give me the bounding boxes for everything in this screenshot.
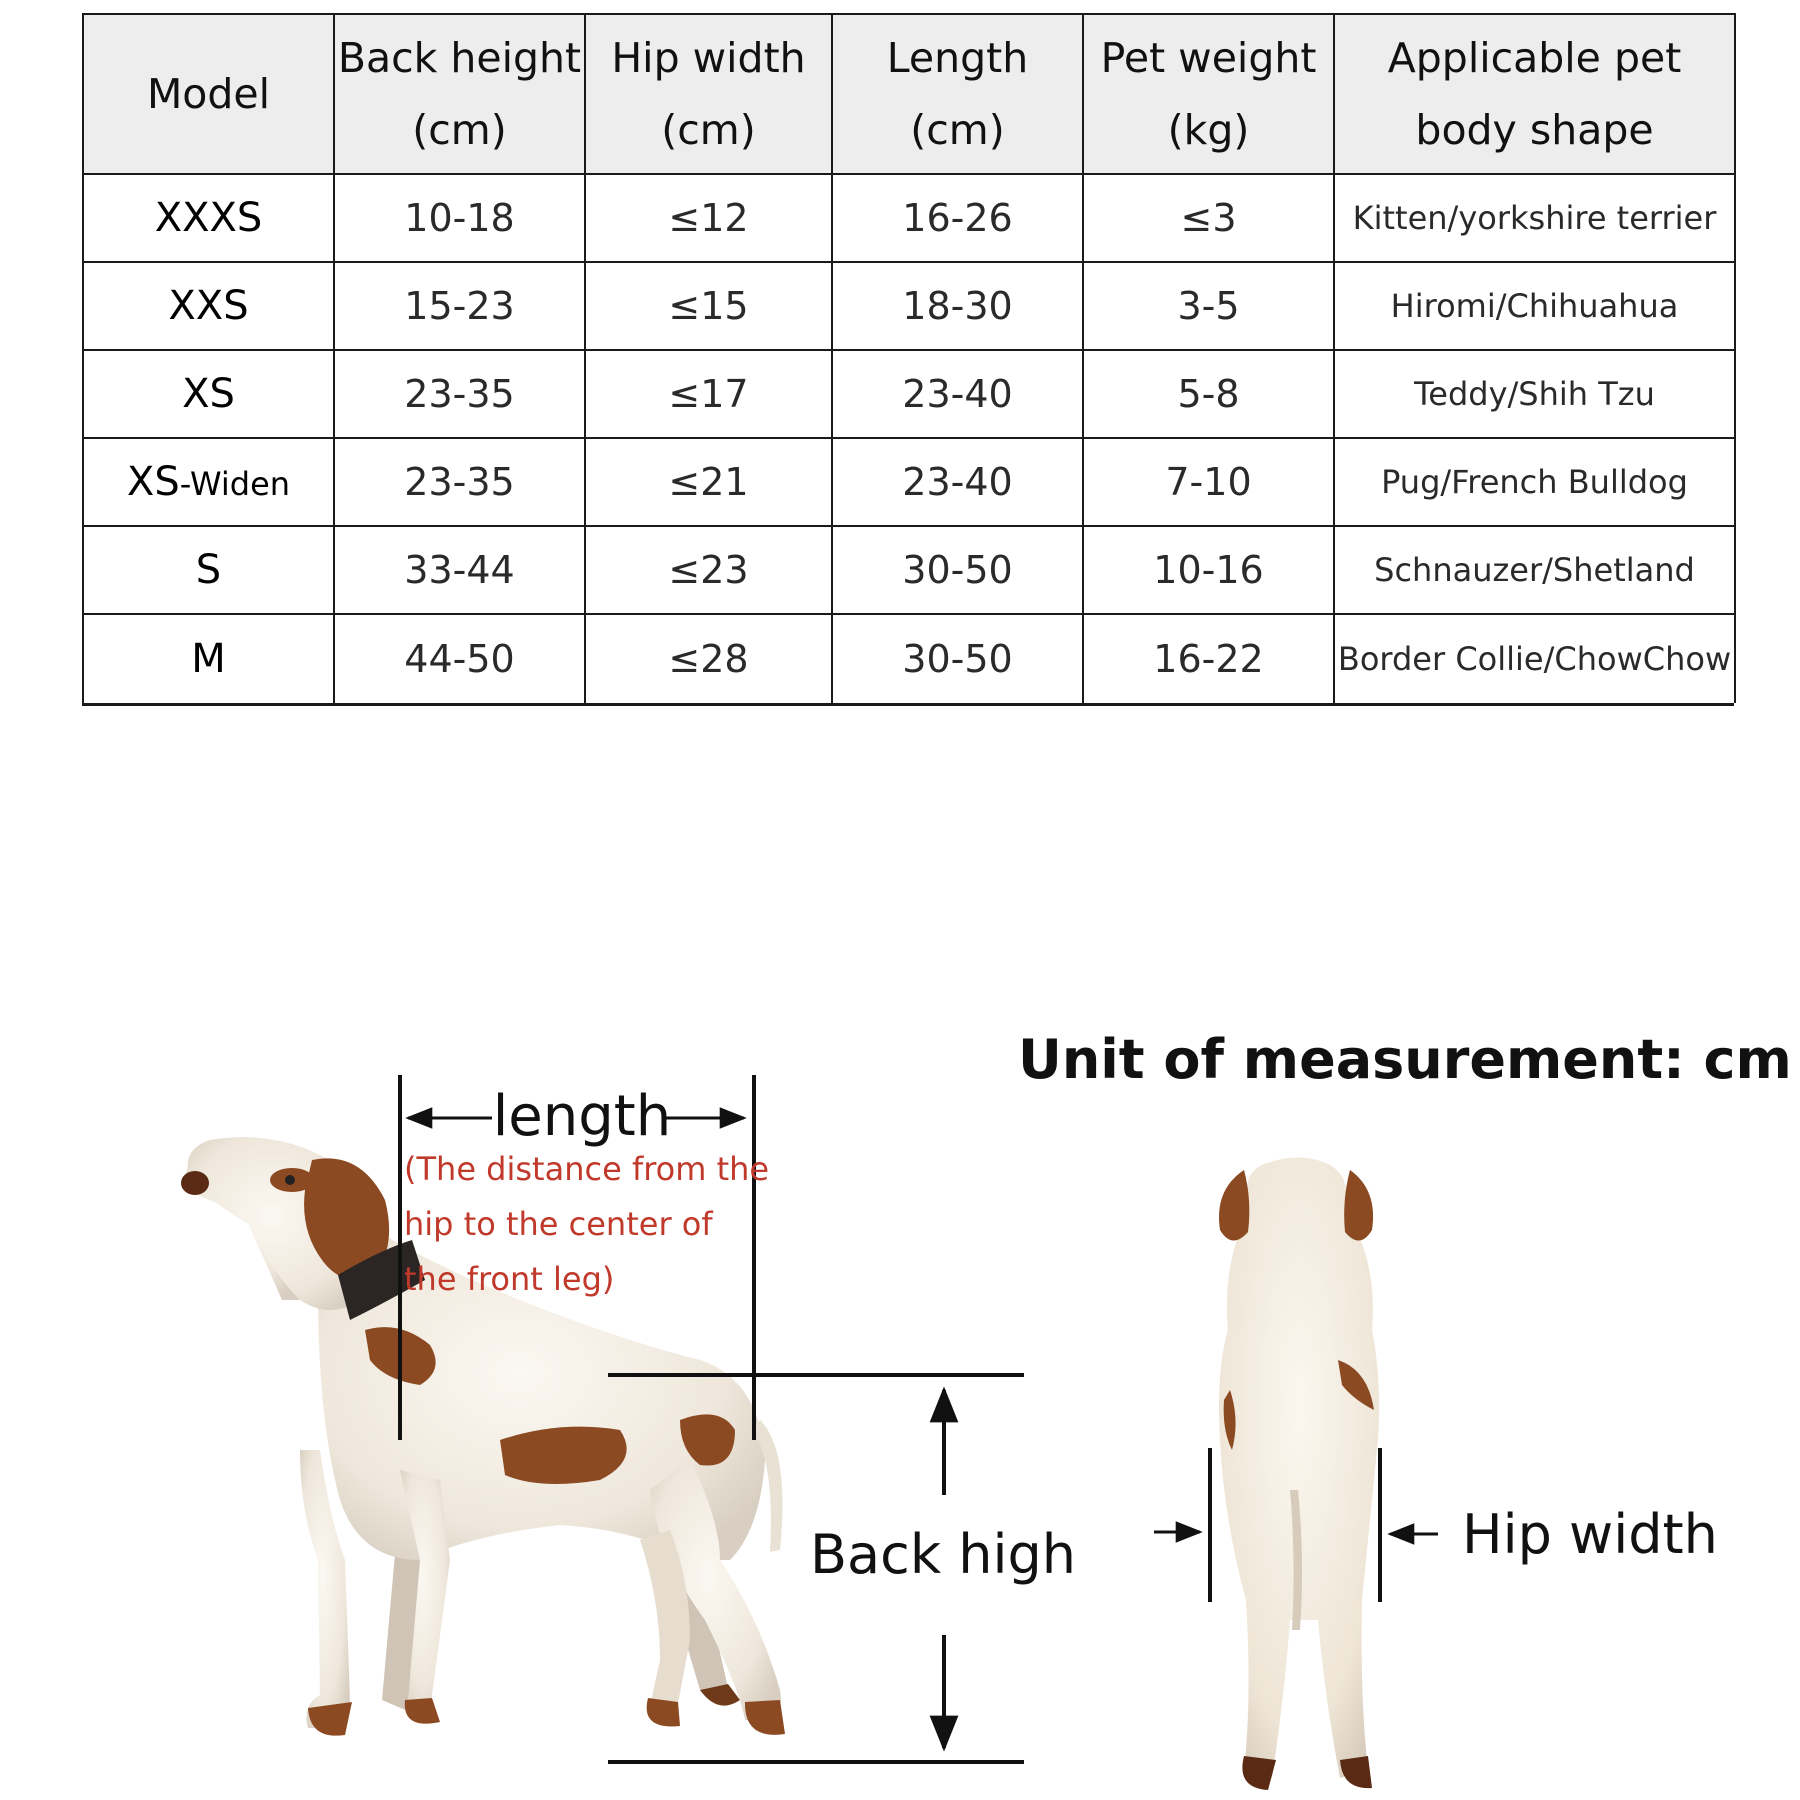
length-cell: 18-30 [832,262,1083,350]
model-cell: XS-Widen [83,438,334,526]
back-height-cell: 23-35 [334,350,585,438]
header-model: Model [83,14,334,174]
body-shape-cell: Kitten/yorkshire terrier [1334,174,1735,262]
header-length: Length (cm) [832,14,1083,174]
header-pet-weight: Pet weight (kg) [1083,14,1334,174]
back-height-cell: 23-35 [334,438,585,526]
weight-cell: 10-16 [1083,526,1334,614]
header-hip-width: Hip width (cm) [585,14,832,174]
weight-cell: ≤3 [1083,174,1334,262]
hip-width-cell: ≤28 [585,614,832,703]
unit-note: Unit of measurement: cm [1018,1028,1792,1091]
length-cell: 23-40 [832,350,1083,438]
body-shape-cell: Teddy/Shih Tzu [1334,350,1735,438]
model-cell: S [83,526,334,614]
back-height-cell: 15-23 [334,262,585,350]
model-cell: XXXS [83,174,334,262]
length-cell: 30-50 [832,614,1083,703]
dog-rear-view [1219,1158,1379,1791]
back-height-cell: 33-44 [334,526,585,614]
length-note-line-1: (The distance from the [404,1150,770,1188]
weight-cell: 3-5 [1083,262,1334,350]
hip-width-cell: ≤12 [585,174,832,262]
body-shape-cell: Schnauzer/Shetland [1334,526,1735,614]
body-shape-cell: Hiromi/Chihuahua [1334,262,1735,350]
back-height-cell: 44-50 [334,614,585,703]
length-label: length [492,1084,672,1149]
weight-cell: 5-8 [1083,350,1334,438]
weight-cell: 7-10 [1083,438,1334,526]
model-cell: M [83,614,334,703]
weight-cell: 16-22 [1083,614,1334,703]
back-height-label: Back high [810,1523,1076,1586]
hip-width-label: Hip width [1462,1503,1718,1566]
hip-width-cell: ≤17 [585,350,832,438]
length-cell: 23-40 [832,438,1083,526]
body-shape-cell: Pug/French Bulldog [1334,438,1735,526]
hip-width-cell: ≤23 [585,526,832,614]
hip-width-cell: ≤15 [585,262,832,350]
length-note-line-2: hip to the center of [404,1205,713,1243]
body-shape-cell: Border Collie/ChowChow [1334,614,1735,703]
length-cell: 16-26 [832,174,1083,262]
length-note-line-3: the front leg) [404,1260,615,1298]
header-back-height: Back height (cm) [334,14,585,174]
model-cell: XXS [83,262,334,350]
header-body-shape: Applicable pet body shape [1334,14,1735,174]
length-cell: 30-50 [832,526,1083,614]
hip-width-cell: ≤21 [585,438,832,526]
model-cell: XS [83,350,334,438]
back-height-cell: 10-18 [334,174,585,262]
